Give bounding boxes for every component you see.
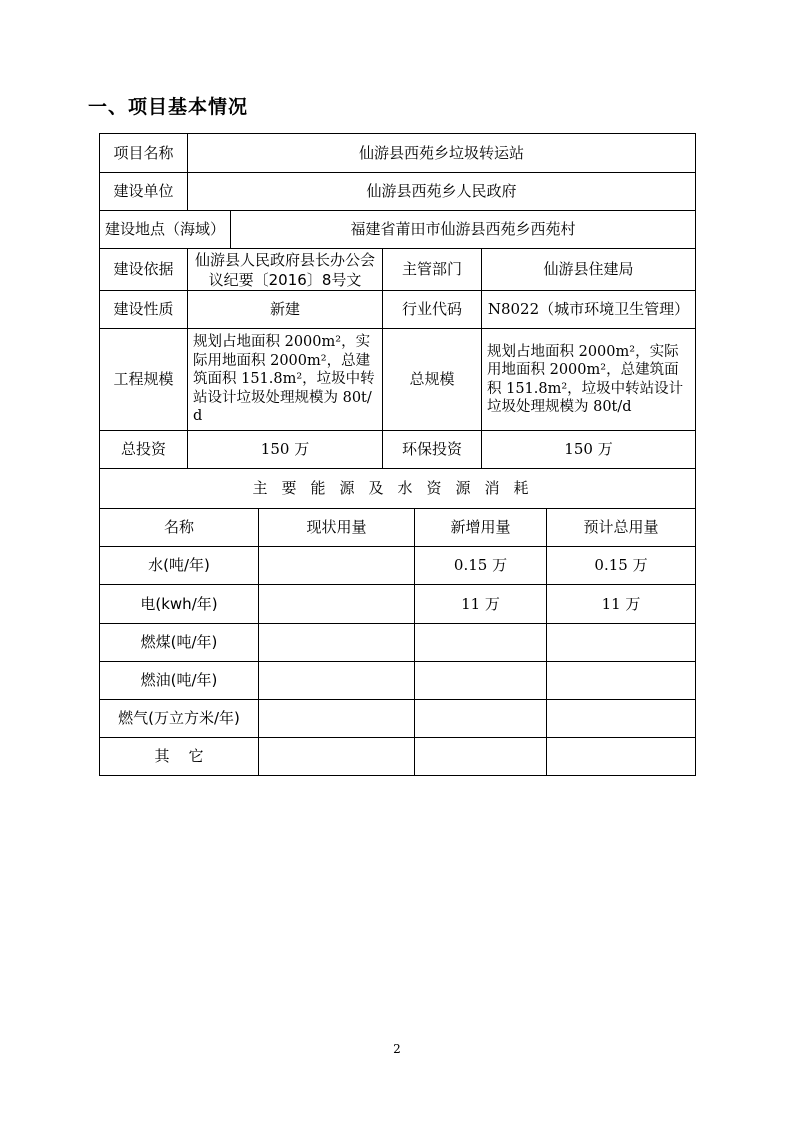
industry-value: N8022（城市环境卫生管理） — [482, 291, 696, 329]
resource-name: 电(kwh/年) — [100, 585, 259, 624]
resource-added — [415, 738, 547, 776]
investment-value: 150 万 — [188, 431, 383, 469]
basis-value: 仙游县人民政府县长办公会议纪要〔2016〕8号文 — [188, 249, 383, 291]
location-value: 福建省莆田市仙游县西苑乡西苑村 — [231, 211, 696, 249]
row-builder — [100, 173, 696, 211]
project-name-label: 项目名称 — [100, 134, 188, 173]
resource-added: 0.15 万 — [415, 547, 547, 585]
scale-value: 规划占地面积 2000m²，实际用地面积 2000m²，总建筑面积 151.8m²，垃圾中转站设计垃圾处理规模为 80t/d — [188, 329, 383, 431]
col-header-current: 现状用量 — [259, 509, 415, 547]
resource-name: 燃油(吨/年) — [100, 662, 259, 700]
industry-label: 行业代码 — [383, 291, 482, 329]
dept-value: 仙游县住建局 — [482, 249, 696, 291]
row-scale — [100, 329, 696, 431]
investment-label: 总投资 — [100, 431, 188, 469]
resource-total — [547, 700, 696, 738]
resource-total — [547, 738, 696, 776]
resource-total — [547, 624, 696, 662]
resource-current — [259, 700, 415, 738]
resource-added — [415, 700, 547, 738]
project-info-table-top — [99, 133, 696, 211]
consumption-header-row — [100, 509, 696, 547]
consumption-table — [99, 508, 696, 776]
resource-name: 其 它 — [100, 738, 259, 776]
scale-label: 工程规模 — [100, 329, 188, 431]
total-scale-value: 规划占地面积 2000m²，实际用地面积 2000m²，总建筑面积 151.8m²，垃圾中转站设计垃圾处理规模为 80t/d — [482, 329, 696, 431]
row-nature — [100, 291, 696, 329]
builder-label: 建设单位 — [100, 173, 188, 211]
col-header-name: 名称 — [100, 509, 259, 547]
resource-current — [259, 738, 415, 776]
resource-name: 水(吨/年) — [100, 547, 259, 585]
resource-added: 11 万 — [415, 585, 547, 624]
dept-label: 主管部门 — [383, 249, 482, 291]
page-number: 2 — [393, 1042, 401, 1056]
total-scale-label: 总规模 — [383, 329, 482, 431]
resource-total: 11 万 — [547, 585, 696, 624]
resource-name: 燃气(万立方米/年) — [100, 700, 259, 738]
project-location-table — [99, 210, 696, 249]
project-name-value: 仙游县西苑乡垃圾转运站 — [188, 134, 696, 173]
project-details-table — [99, 248, 696, 509]
resource-current — [259, 662, 415, 700]
table-row — [100, 624, 696, 662]
env-investment-value: 150 万 — [482, 431, 696, 469]
table-row — [100, 662, 696, 700]
row-location — [100, 211, 696, 249]
resource-current — [259, 624, 415, 662]
resource-added — [415, 624, 547, 662]
resource-current — [259, 547, 415, 585]
table-row — [100, 700, 696, 738]
resource-added — [415, 662, 547, 700]
row-consumption-title — [100, 469, 696, 509]
resource-name: 燃煤(吨/年) — [100, 624, 259, 662]
builder-value: 仙游县西苑乡人民政府 — [188, 173, 696, 211]
nature-label: 建设性质 — [100, 291, 188, 329]
table-row — [100, 547, 696, 585]
section-title: 一、项目基本情况 — [88, 96, 249, 118]
row-investment — [100, 431, 696, 469]
col-header-added: 新增用量 — [415, 509, 547, 547]
nature-value: 新建 — [188, 291, 383, 329]
basis-label: 建设依据 — [100, 249, 188, 291]
resource-current — [259, 585, 415, 624]
consumption-title: 主要能源及水资源消耗 — [100, 469, 696, 509]
env-investment-label: 环保投资 — [383, 431, 482, 469]
table-row — [100, 585, 696, 624]
resource-total — [547, 662, 696, 700]
table-row — [100, 738, 696, 776]
location-label: 建设地点（海域） — [100, 211, 231, 249]
col-header-total: 预计总用量 — [547, 509, 696, 547]
resource-total: 0.15 万 — [547, 547, 696, 585]
row-basis — [100, 249, 696, 291]
row-project-name — [100, 134, 696, 173]
